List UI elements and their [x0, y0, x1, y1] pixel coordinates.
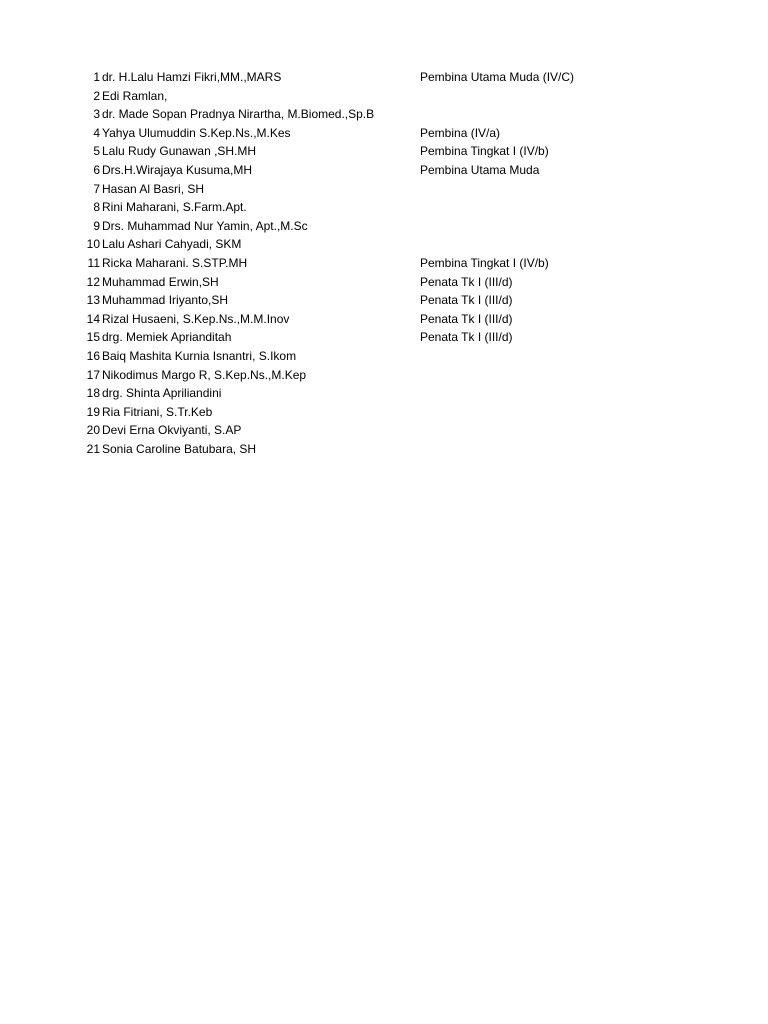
list-row: [0, 68, 768, 87]
row-number: 5: [93, 144, 100, 159]
row-number: 6: [93, 162, 100, 177]
list-row: [0, 198, 768, 217]
row-name: Drs. Muhammad Nur Yamin, Apt.,M.Sc: [102, 218, 308, 233]
row-name: Hasan Al Basri, SH: [102, 181, 205, 196]
row-name: Rizal Husaeni, S.Kep.Ns.,M.M.Inov: [102, 311, 290, 326]
row-number: 12: [86, 274, 100, 289]
row-rank: Penata Tk I (III/d): [420, 274, 513, 289]
list-row: [0, 87, 768, 106]
row-rank: Penata Tk I (III/d): [420, 293, 513, 308]
row-number: 4: [93, 125, 100, 140]
row-number: 17: [86, 367, 100, 382]
row-number: 10: [86, 237, 100, 252]
row-rank: Penata Tk I (III/d): [420, 330, 513, 345]
row-name: Devi Erna Okviyanti, S.AP: [102, 423, 242, 438]
list-row: [0, 142, 768, 161]
row-name: dr. Made Sopan Pradnya Nirartha, M.Biomed.,Sp.B: [102, 107, 375, 122]
row-number: 20: [86, 423, 100, 438]
row-name: Baiq Mashita Kurnia Isnantri, S.Ikom: [102, 348, 297, 363]
row-number: 7: [93, 181, 100, 196]
row-number: 8: [93, 200, 100, 215]
row-rank: Pembina Tingkat I (IV/b): [420, 144, 549, 159]
row-name: Ricka Maharani. S.STP.MH: [102, 255, 248, 270]
row-number: 16: [86, 348, 100, 363]
list-row: [0, 366, 768, 385]
row-number: 18: [86, 386, 100, 401]
row-name: Lalu Rudy Gunawan ,SH.MH: [102, 144, 257, 159]
row-name: Drs.H.Wirajaya Kusuma,MH: [102, 162, 253, 177]
row-rank: Pembina Tingkat I (IV/b): [420, 255, 549, 270]
row-name: Nikodimus Margo R, S.Kep.Ns.,M.Kep: [102, 367, 307, 382]
row-number: 2: [93, 88, 100, 103]
row-rank: Pembina Utama Muda: [420, 162, 540, 177]
list-row: [0, 254, 768, 273]
row-number: 19: [86, 404, 100, 419]
row-rank: Pembina Utama Muda (IV/C): [420, 70, 575, 84]
row-number: 21: [86, 441, 100, 456]
list-row: [0, 217, 768, 236]
list-row: [0, 124, 768, 143]
list-row: [0, 291, 768, 310]
list-row: [0, 347, 768, 366]
row-number: 3: [93, 107, 100, 122]
list-row: [0, 384, 768, 403]
list-row: [0, 440, 768, 459]
list-row: [0, 235, 768, 254]
list-row: [0, 273, 768, 292]
row-name: Ria Fitriani, S.Tr.Keb: [102, 404, 213, 419]
row-name: Yahya Ulumuddin S.Kep.Ns.,M.Kes: [102, 125, 291, 140]
row-name: Lalu Ashari Cahyadi, SKM: [102, 237, 242, 252]
row-rank: Pembina (IV/a): [420, 125, 501, 140]
row-name: Sonia Caroline Batubara, SH: [102, 441, 257, 456]
row-number: 14: [86, 311, 100, 326]
list-row: [0, 105, 768, 124]
row-name: Edi Ramlan,: [102, 88, 168, 103]
list-row: [0, 161, 768, 180]
row-rank: Penata Tk I (III/d): [420, 311, 513, 326]
row-name: dr. H.Lalu Hamzi Fikri,MM.,MARS: [102, 70, 282, 84]
row-name: Rini Maharani, S.Farm.Apt.: [102, 200, 247, 215]
personnel-list: [0, 68, 768, 458]
list-row: [0, 328, 768, 347]
row-number: 13: [86, 293, 100, 308]
list-row: [0, 310, 768, 329]
row-name: Muhammad Erwin,SH: [102, 274, 219, 289]
row-name: drg. Shinta Apriliandini: [102, 386, 222, 401]
row-name: Muhammad Iriyanto,SH: [102, 293, 229, 308]
row-number: 9: [93, 218, 100, 233]
list-row: [0, 421, 768, 440]
row-number: 15: [86, 330, 100, 345]
row-name: drg. Memiek Aprianditah: [102, 330, 232, 345]
list-row: [0, 180, 768, 199]
row-number: 11: [87, 255, 100, 270]
list-row: [0, 403, 768, 422]
row-number: 1: [93, 70, 100, 84]
